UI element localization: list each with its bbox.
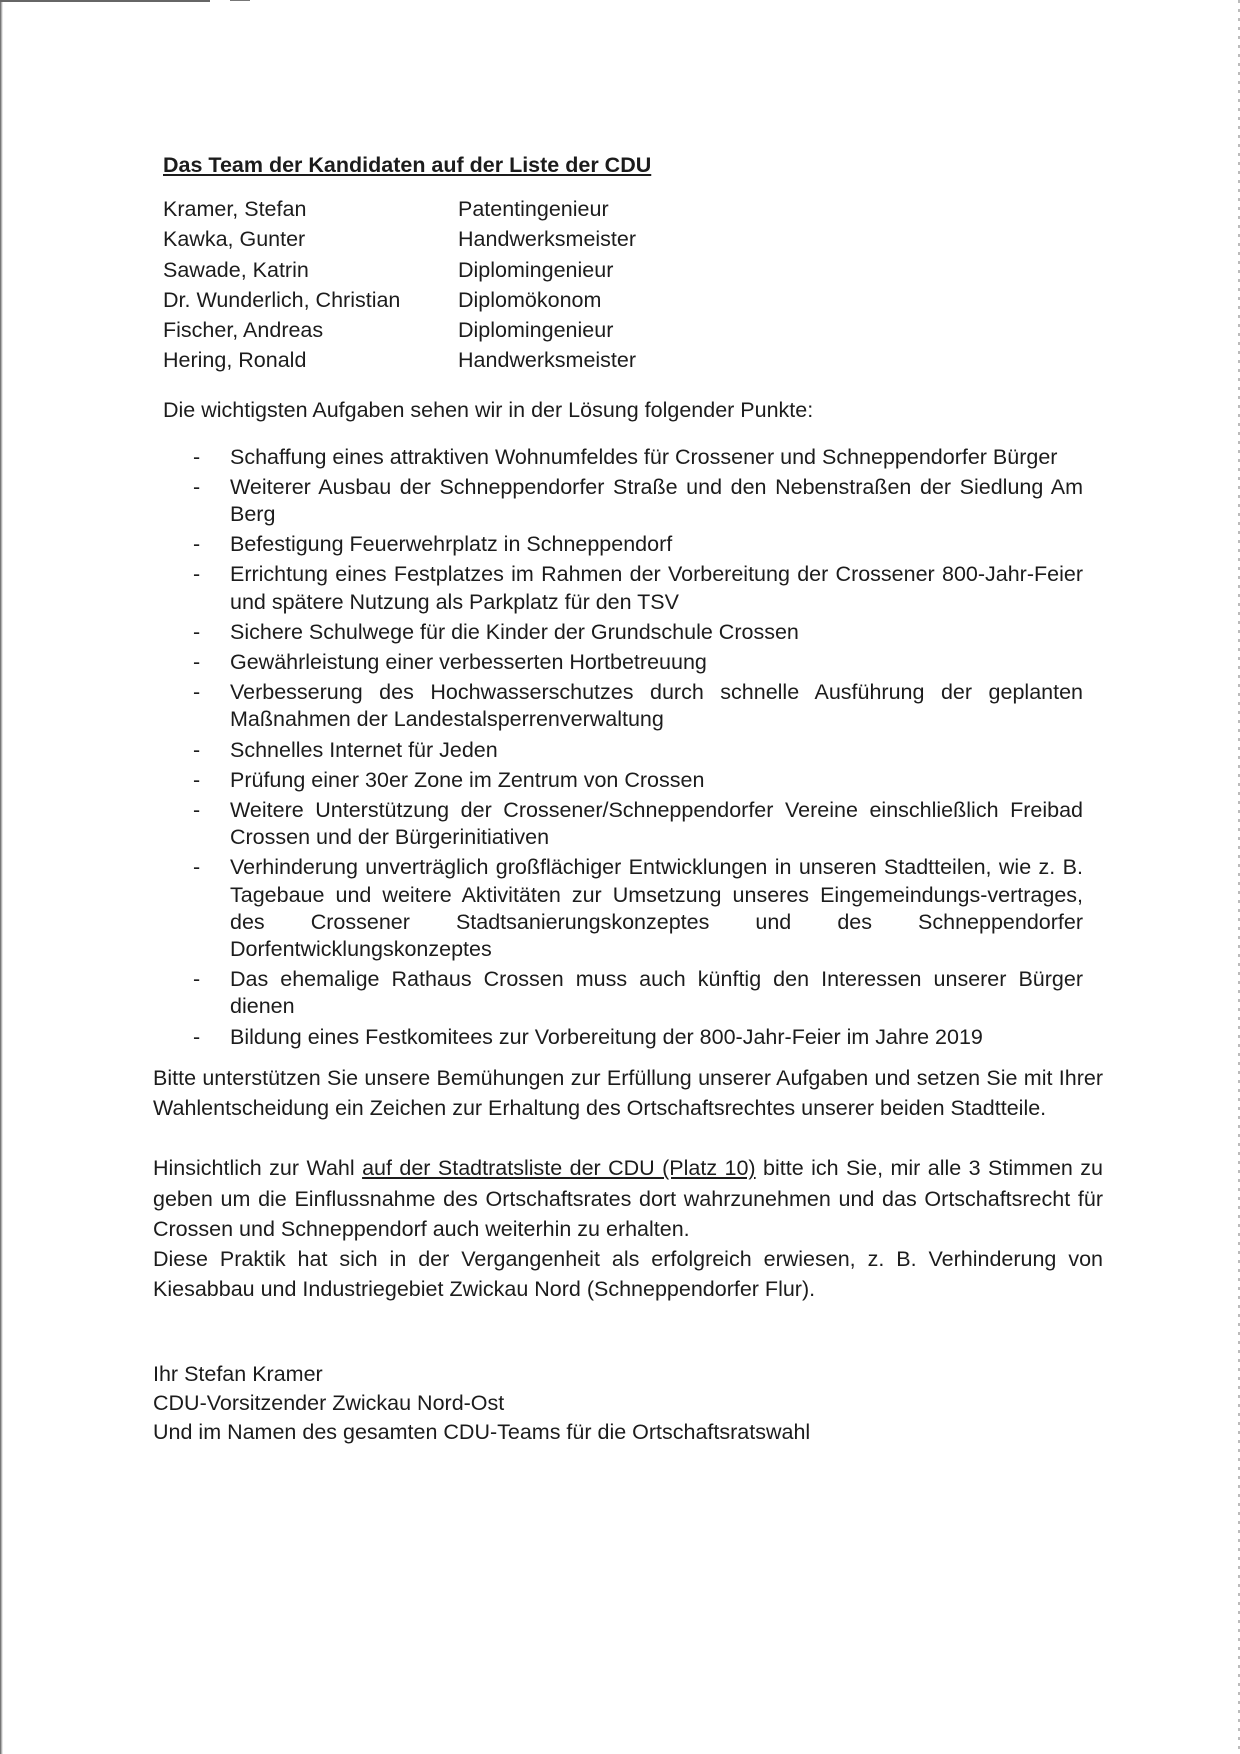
candidate-row: [163, 315, 1113, 345]
bullet-dash: -: [193, 562, 201, 587]
list-item: [193, 767, 1083, 794]
task-text: Weitere Unterstützung der Crossener/Schneppendorfer Vereine einschließlich Freibad Crossen und der Bürgerinitiativen: [230, 798, 1083, 850]
task-text: Schaffung eines attraktiven Wohnumfeldes für Crossener und Schneppendorfer Bürger: [230, 444, 1058, 469]
bullet-dash: -: [193, 1024, 201, 1049]
signature-name: Ihr Stefan Kramer: [153, 1362, 323, 1387]
bullet-dash: -: [193, 532, 201, 557]
task-text: Errichtung eines Festplatzes im Rahmen der Vorbereitung der Crossener 800-Jahr-Feier und spätere Nutzung als Parkplatz für den TSV: [230, 562, 1083, 614]
candidate-name: Hering, Ronald: [163, 348, 307, 373]
candidate-name: Kawka, Gunter: [163, 227, 306, 252]
candidate-name: Fischer, Andreas: [163, 318, 324, 343]
vote-request-after: bitte ich Sie, mir alle 3 Stimmen zu geben um die Einflussnahme des Ortschaftsrates dort wahrzunehmen und das Ortschaftsrecht für Crossen und Schneppendorf auch weiterhin zu erhalten.: [153, 1156, 1104, 1241]
vote-request-underlined: auf der Stadtratsliste der CDU (Platz 10): [362, 1156, 756, 1181]
candidate-profession: Diplomingenieur: [458, 318, 614, 343]
candidate-name: Kramer, Stefan: [163, 197, 307, 222]
task-text: Das ehemalige Rathaus Crossen muss auch künftig den Interessen unserer Bürger dienen: [230, 967, 1083, 1019]
practice-sentence: Diese Praktik hat sich in der Vergangenheit als erfolgreich erwiesen, z. B. Verhinderung von Kiesabbau und Industriegebiet Zwickau Nord (Schneppendorfer Flur).: [153, 1246, 1103, 1302]
candidate-profession: Handwerksmeister: [458, 348, 637, 373]
bullet-dash: -: [193, 474, 201, 499]
signature-team: Und im Namen des gesamten CDU-Teams für die Ortschaftsratswahl: [153, 1420, 811, 1445]
signature-role: CDU-Vorsitzender Zwickau Nord-Ost: [153, 1391, 505, 1416]
list-item: [193, 966, 1083, 1020]
bullet-dash: -: [193, 798, 201, 823]
document-body: [153, 150, 1113, 1447]
task-text: Weiterer Ausbau der Schneppendorfer Straße und den Nebenstraßen der Siedlung Am Berg: [230, 474, 1083, 527]
bullet-dash: -: [193, 967, 201, 992]
bullet-dash: -: [193, 650, 201, 675]
list-item: [193, 797, 1083, 851]
vote-request-paragraph: [153, 1153, 1103, 1304]
list-item: [193, 1024, 1083, 1051]
task-text: Gewährleistung einer verbesserten Hortbetreuung: [230, 650, 707, 675]
candidate-profession: Diplomingenieur: [458, 257, 614, 282]
page-title: Das Team der Kandidaten auf der Liste der CDU: [163, 153, 652, 177]
candidate-profession: Patentingenieur: [458, 197, 609, 222]
list-item: [193, 619, 1083, 646]
candidate-row: [163, 224, 1113, 254]
task-text: Schnelles Internet für Jeden: [230, 737, 498, 762]
list-item: [193, 474, 1083, 528]
candidate-row: [163, 194, 1113, 224]
tasks-intro: Die wichtigsten Aufgaben sehen wir in der Lösung folgender Punkte:: [163, 398, 814, 423]
task-text: Befestigung Feuerwehrplatz in Schneppendorf: [230, 532, 673, 557]
bullet-dash: -: [193, 444, 201, 469]
list-item: [193, 531, 1083, 558]
candidate-list: [163, 194, 1113, 375]
candidate-profession: Diplomökonom: [458, 287, 602, 312]
vote-request-before: Hinsichtlich zur Wahl: [153, 1156, 363, 1181]
list-item: [193, 444, 1083, 471]
task-text: Prüfung einer 30er Zone im Zentrum von Crossen: [230, 767, 705, 792]
candidate-row: [163, 345, 1113, 375]
page-edge-top: [0, 0, 210, 2]
candidate-name: Dr. Wunderlich, Christian: [163, 287, 401, 312]
page-edge-left: [0, 0, 3, 1754]
candidate-row: [163, 285, 1113, 315]
candidate-name: Sawade, Katrin: [163, 257, 309, 282]
list-item: [193, 737, 1083, 764]
bullet-dash: -: [193, 767, 201, 792]
bullet-dash: -: [193, 737, 201, 762]
task-text: Verhinderung unverträglich großflächiger Entwicklungen in unseren Stadtteilen, wie z. B. Tagebaue und weitere Aktivitäten zur Umsetzung unseres Eingemeindungs-vertrages, des Crossener Stadtsanierungskonzeptes und des Schneppendorfer Dorfentwicklungskonzeptes: [230, 855, 1083, 962]
list-item: [193, 561, 1083, 615]
bullet-dash: -: [193, 619, 201, 644]
candidate-row: [163, 255, 1113, 285]
closing-block: [153, 1360, 1113, 1447]
task-list: [153, 444, 1113, 1051]
bullet-dash: -: [193, 680, 201, 705]
task-text: Verbesserung des Hochwasserschutzes durch schnelle Ausführung der geplanten Maßnahmen der Landestalsperrenverwaltung: [230, 680, 1083, 732]
task-text: Sichere Schulwege für die Kinder der Grundschule Crossen: [230, 619, 799, 644]
appeal-paragraph: Bitte unterstützen Sie unsere Bemühungen zur Erfüllung unserer Aufgaben und setzen Sie mit Ihrer Wahlentscheidung ein Zeichen zur Erhaltung des Ortschaftsrechtes unserer beiden Stadtteile.: [153, 1065, 1103, 1121]
task-text: Bildung eines Festkomitees zur Vorbereitung der 800-Jahr-Feier im Jahre 2019: [230, 1024, 983, 1049]
candidate-profession: Handwerksmeister: [458, 227, 637, 252]
page-edge-top-mark: [230, 0, 250, 1]
bullet-dash: -: [193, 855, 201, 880]
list-item: [193, 854, 1083, 963]
list-item: [193, 649, 1083, 676]
list-item: [193, 679, 1083, 733]
